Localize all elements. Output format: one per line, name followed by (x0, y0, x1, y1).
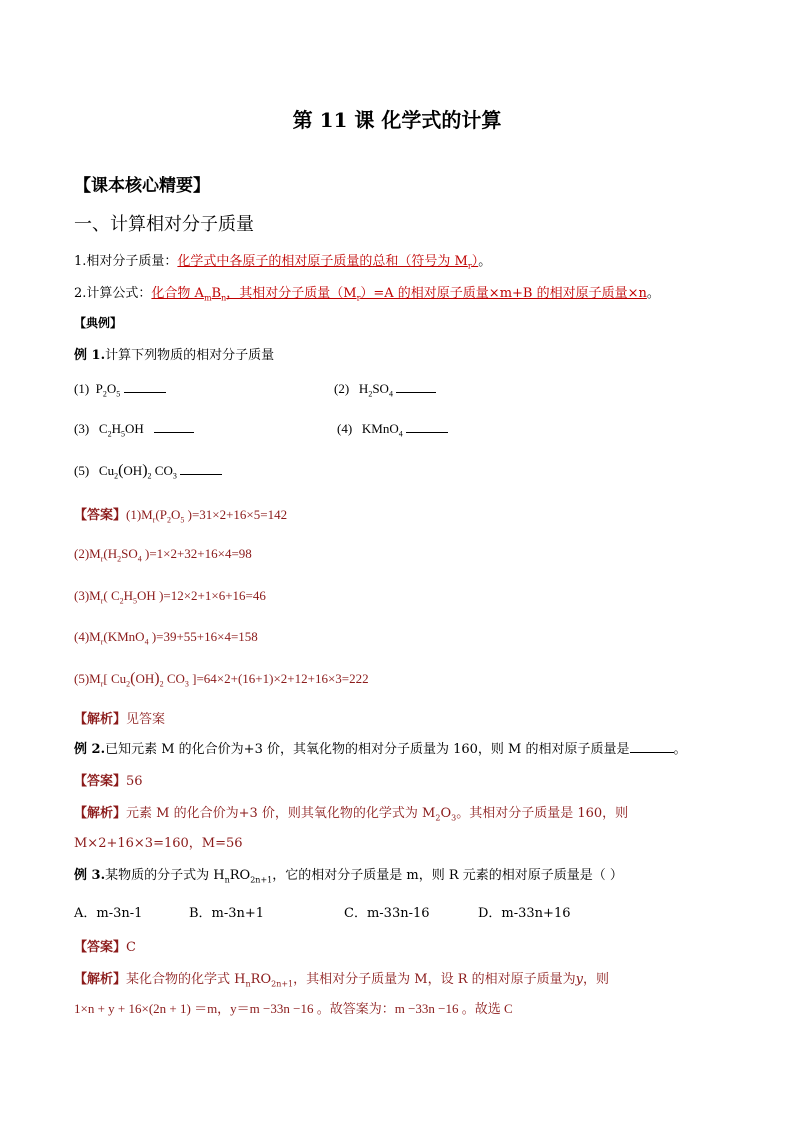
example-3-option-b: B．m-3n+1 (189, 906, 265, 921)
example-1-answer-2: $(2)M_r(H_2SO_4$ )=1×2+32+16×4=98 (74, 546, 252, 564)
example-3-answer: 【答案】C (74, 940, 136, 955)
example-1-item-5: (5) $Cu_2(OH)_2$ $CO_3$ (74, 462, 222, 481)
page-title: 第 11 课 化学式的计算 (292, 108, 502, 132)
example-1-item-2: (2) $H_2SO_4$ (334, 380, 436, 399)
example-1-answer-4: $(4)M_r(KMnO_4$ )=39+55+16×4=158 (74, 629, 258, 647)
definition-2: 2.计算公式：化合物 $A_mB_n$，其相对分子质量$(M_r)=A$ 的相对原子质量×m+B 的相对原子质量×n。 (74, 286, 660, 303)
example-2-analysis-line-1: 【解析】元素 M 的化合价为+3 价，则其氧化物的化学式为 $M_2O_3$。其相对分子质量是 160，则 (74, 806, 629, 823)
example-3-analysis-line-2: 1×n + y + 16×(2n + 1) ＝m，y＝m −33n −16 。故答案为：m −33n −16 。故选 C (74, 1001, 513, 1016)
example-2-question: 例 2.已知元素 M 的化合价为+3 价，其氧化物的相对分子质量为 160，则 M 的相对原子质量是 。 (74, 742, 687, 757)
typical-examples-heading: 【典例】 (74, 316, 123, 330)
example-1-item-4: (4) KMnO$_4$ (337, 420, 448, 439)
example-1-question: 例 1.计算下列物质的相对分子质量 (74, 348, 275, 363)
example-3-question: 例 3.某物质的分子式为 $H_nRO_{2n+1}$，它的相对分子质量是 m，则 R 元素的相对原子质量是（ ） (74, 868, 623, 885)
definition-1: 1.相对分子质量：化学式中各原子的相对原子质量的总和（符号为 $M_r$）。 (74, 254, 492, 271)
example-1-item-1: (1) $P_2O_5$ (74, 380, 166, 399)
example-2-analysis-line-2: M×2+16×3=160，M=56 (74, 836, 243, 851)
example-3-option-d: D．m-33n+16 (478, 906, 571, 921)
example-1-answer-1: 【答案】$(1)M_r(P_2O_5$ )=31×2+16×5=142 (74, 507, 288, 525)
example-3-option-a: A．m-3n-1 (74, 906, 143, 921)
example-1-item-3: (3) $C_2H_5OH$ (74, 420, 194, 439)
example-3-analysis-line-1: 【解析】某化合物的化学式 $H_nRO_{2n+1}$，其相对分子质量为 M，设 R 的相对原子质量为y，则 (74, 972, 610, 989)
heading-relative-molecular-mass: 一、计算相对分子质量 (74, 214, 254, 235)
section-heading: 【课本核心精要】 (74, 176, 210, 196)
example-2-answer: 【答案】56 (74, 774, 143, 789)
example-1-answer-5: $(5)M_r$[ $Cu_2(OH)_2$ $CO_3$ ]=64×2+(16+1)×2+12+16×3=222 (74, 670, 369, 689)
example-3-option-c: C．m-33n-16 (344, 906, 430, 921)
example-1-analysis: 【解析】见答案 (74, 712, 166, 727)
example-1-answer-3: $(3)M_r$( $C_2H_5OH$ )=12×2+1×6+16=46 (74, 588, 266, 606)
